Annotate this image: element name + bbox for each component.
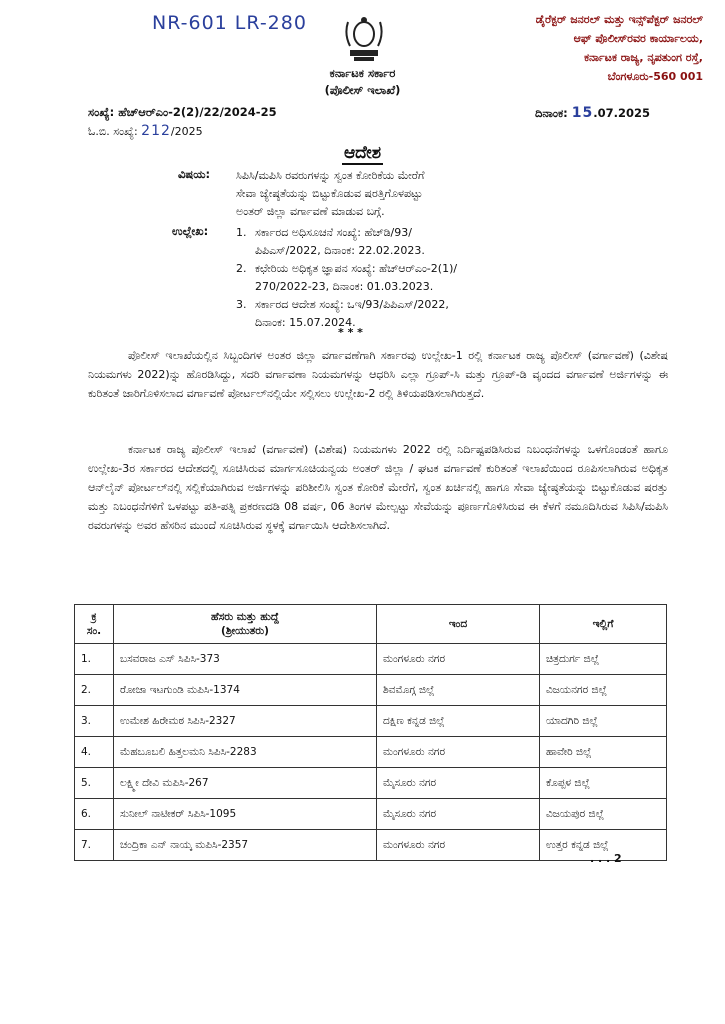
government-name: ಕರ್ನಾಟಕ ಸರ್ಕಾರ	[329, 66, 396, 80]
cell-name: ಚಂದ್ರಿಕಾ ಎನ್ ನಾಯ್ಕ ಮಪಿಸಿ-2357	[114, 830, 377, 861]
cell-from: ಶಿವಮೊಗ್ಗ ಜಿಲ್ಲೆ	[377, 675, 540, 706]
cell-to: ಹಾವೇರಿ ಜಿಲ್ಲೆ	[540, 737, 667, 768]
subject-label: ವಿಷಯ:	[178, 167, 211, 181]
address-line: ಬೆಂಗಳೂರು-560 001	[607, 70, 703, 83]
cell-from: ಮಂಗಳೂರು ನಗರ	[377, 737, 540, 768]
cell-name: ಲಕ್ಷ್ಮೀ ದೇವಿ ಮಪಿಸಿ-267	[114, 768, 377, 799]
header-text: (ಶ್ರೀಯುತರು)	[221, 625, 269, 637]
table-row	[75, 644, 667, 675]
reference-line: ದಿನಾಂಕ: 15.07.2024.	[255, 316, 356, 329]
cell-from: ದಕ್ಷಿಣ ಕನ್ನಡ ಜಿಲ್ಲೆ	[377, 706, 540, 737]
table-header-row	[75, 605, 667, 644]
cell-to: ಕೊಪ್ಪಳ ಜಿಲ್ಲೆ	[540, 768, 667, 799]
order-date	[535, 105, 650, 121]
department-name: (ಪೊಲೀಸ್ ಇಲಾಖೆ)	[324, 83, 401, 97]
table-row	[75, 706, 667, 737]
separator: * * *	[338, 326, 363, 339]
subject-line: ಅಂತರ್ ಜಿಲ್ಲಾ ವರ್ಗಾವಣೆ ಮಾಡುವ ಬಗ್ಗೆ.	[236, 205, 385, 218]
cell-from: ಮಂಗಳೂರು ನಗರ	[377, 830, 540, 861]
table-row	[75, 675, 667, 706]
cell-to: ಚಿತ್ರದುರ್ಗ ಜಿಲ್ಲೆ	[540, 644, 667, 675]
address-line: ಕರ್ನಾಟಕ ರಾಜ್ಯ, ನೃಪತುಂಗ ರಸ್ತೆ,	[584, 51, 703, 64]
order-title	[0, 143, 725, 163]
reference-line: ಪಿಪಿಎಸ್/2022, ದಿನಾಂಕ: 22.02.2023.	[255, 244, 425, 257]
date-label: ದಿನಾಂಕ:	[535, 106, 572, 120]
ob-label: ಓ.ಬಿ. ಸಂಖ್ಯೆ:	[88, 125, 142, 138]
reference-line: ಸರ್ಕಾರದ ಆದೇಶ ಸಂಖ್ಯೆ: ಒಇ/93/ಪಿಪಿಎಸ್/2022,	[255, 298, 449, 311]
reference-line: 270/2022-23, ದಿನಾಂಕ: 01.03.2023.	[255, 280, 434, 293]
table-row	[75, 768, 667, 799]
transfer-table	[74, 604, 667, 861]
cell-to: ಯಾದಗಿರಿ ಜಿಲ್ಲೆ	[540, 706, 667, 737]
cell-to: ಉತ್ತರ ಕನ್ನಡ ಜಿಲ್ಲೆ	[540, 830, 667, 861]
references-label: ಉಲ್ಲೇಖ:	[172, 224, 209, 238]
cell-serial: 5.	[75, 768, 114, 799]
table-row	[75, 799, 667, 830]
cell-serial: 7.	[75, 830, 114, 861]
handwritten-note: NR-601 LR-280	[152, 12, 307, 34]
cell-serial: 6.	[75, 799, 114, 830]
reference-item	[255, 296, 595, 332]
subject-line: ಸಿಪಿಸಿ/ಮಪಿಸಿ ರವರುಗಳನ್ನು ಸ್ವಂತ ಕೋರಿಕೆಯ ಮೇರೆಗೆ	[236, 169, 425, 182]
cell-to: ವಿಜಯನಗರ ಜಿಲ್ಲೆ	[540, 675, 667, 706]
cell-serial: 2.	[75, 675, 114, 706]
paragraph-2: ಕರ್ನಾಟಕ ರಾಜ್ಯ ಪೊಲೀಸ್ ಇಲಾಖೆ (ವರ್ಗಾವಣೆ) (ವಿಶೇಷ) ನಿಯಮಗಳು 2022 ರಲ್ಲಿ ನಿರ್ದಿಷ್ಟಪಡಿಸಿರುವ ನಿಬಂಧನೆಗಳನ್ನು ಒಳಗೊಂಡಂತೆ ಹಾಗೂ ಉಲ್ಲೇಖ-3ರ ಸರ್ಕಾರದ ಆದೇಶದಲ್ಲಿ ಸೂಚಿಸಿರುವ ಮಾರ್ಗಸೂಚಿಯನ್ವಯ ಅಂತರ್ ಜಿಲ್ಲಾ / ಘಟಕ ವರ್ಗಾವಣೆ ಕುರಿತಂತೆ ಇಲಾಖೆಯಿಂದ ರೂಪಿಸಲಾಗಿರುವ ಅಧಿಕೃತ ಆನ್‌ಲೈನ್ ಪೋರ್ಟಲ್‌ನಲ್ಲಿ ಸಲ್ಲಿಕೆಯಾಗಿರುವ ಅರ್ಜಿಗಳನ್ನು ಪರಿಶೀಲಿಸಿ ಸ್ವಂತ ಕೋರಿಕೆ ಮೇರೆಗೆ, ಸ್ವಂತ ಖರ್ಚಿನಲ್ಲಿ ಹಾಗೂ ಸೇವಾ ಜ್ಯೇಷ್ಠತೆಯನ್ನು ಬಿಟ್ಟುಕೊಡುವ ಷರತ್ತು ಮತ್ತು ನಿಬಂಧನೆಗಳಿಗೆ ಒಳಪಟ್ಟು ಪತಿ-ಪತ್ನಿ ಪ್ರಕರಣದಡಿ 08 ವರ್ಷ, 06 ತಿಂಗಳ ಮೇಲ್ಪಟ್ಟು ಸೇವೆಯನ್ನು ಪೂರ್ಣಗೊಳಿಸಿರುವ ಈ ಕೆಳಗೆ ನಮೂದಿಸಿರುವ ಸಿಪಿಸಿ/ಮಪಿಸಿ ರವರುಗಳನ್ನು ಅವರ ಹೆಸರಿನ ಮುಂದೆ ಸೂಚಿಸಿರುವ ಸ್ಥಳಕ್ಕೆ ವರ್ಗಾಯಿಸಿ ಆದೇಶಿಸಲಾಗಿದೆ.	[88, 443, 668, 532]
reference-num: 3.	[236, 298, 247, 311]
table-row	[75, 737, 667, 768]
reference-line: ಸರ್ಕಾರದ ಅಧಿಸೂಚನೆ ಸಂಖ್ಯೆ: ಹೆಚ್‌ಡಿ/93/	[255, 226, 412, 239]
paragraph-1: ಪೊಲೀಸ್ ಇಲಾಖೆಯಲ್ಲಿನ ಸಿಬ್ಬಂದಿಗಳ ಅಂತರ ಜಿಲ್ಲಾ ವರ್ಗಾವಣೆಗಾಗಿ ಸರ್ಕಾರವು ಉಲ್ಲೇಖ-1 ರಲ್ಲಿ ಕರ್ನಾಟಕ ರಾಜ್ಯ ಪೊಲೀಸ್ (ವರ್ಗಾವಣೆ) (ವಿಶೇಷ ನಿಯಮಗಳು 2022)ನ್ನು ಹೊರಡಿಸಿದ್ದು, ಸದರಿ ವರ್ಗಾವಣಾ ನಿಯಮಗಳನ್ನು ಆಧರಿಸಿ ಎಲ್ಲಾ ಗ್ರೂಪ್-ಸಿ ಮತ್ತು ಗ್ರೂಪ್-ಡಿ ವೃಂದದ ವರ್ಗಾವಣೆ ಅರ್ಜಿಗಳನ್ನು ಈ ಕುರಿತಂತೆ ಜಾರಿಗೊಳಿಸಲಾದ ವರ್ಗಾವಣೆ ಪೋರ್ಟಲ್‌ನಲ್ಲಿಯೇ ಸಲ್ಲಿಸಲು ಉಲ್ಲೇಖ-2 ರಲ್ಲಿ ತಿಳಿಯಪಡಿಸಲಾಗಿರುತ್ತದೆ.	[88, 349, 668, 400]
cell-serial: 4.	[75, 737, 114, 768]
order-number: ಸಂಖ್ಯೆ: ಹೆಚ್‌ಆರ್‌ಎಂ-2(2)/22/2024-25	[88, 105, 277, 119]
state-emblem	[342, 14, 386, 64]
ob-number	[88, 123, 203, 139]
cell-from: ಮೈಸೂರು ನಗರ	[377, 799, 540, 830]
cell-name: ರೋಜಾ ಇಟಗುಂಡಿ ಮಪಿಸಿ-1374	[114, 675, 377, 706]
cell-from: ಮೈಸೂರು ನಗರ	[377, 768, 540, 799]
cell-name: ಉಮೇಶ ಹಿರೇಮಠ ಸಿಪಿಸಿ-2327	[114, 706, 377, 737]
address-line: ಆಫ್ ಪೊಲೀಸ್‌ರವರ ಕಾರ್ಯಾಲಯ,	[573, 32, 703, 45]
header-name	[114, 605, 377, 644]
header-text: ಸಂ.	[86, 625, 102, 637]
header-from: ಇಂದ	[377, 605, 540, 644]
reference-item	[255, 224, 595, 260]
cell-name: ಸುನೀಲ್ ನಾಟೀಕರ್ ಸಿಪಿಸಿ-1095	[114, 799, 377, 830]
order-title-text: ಆದೇಶ	[343, 143, 382, 163]
cell-from: ಮಂಗಳೂರು ನಗರ	[377, 644, 540, 675]
header-to: ಇಲ್ಲಿಗೆ	[540, 605, 667, 644]
address-line: ಡೈರೆಕ್ಟರ್ ಜನರಲ್ ಮತ್ತು ಇನ್ಸ್‌ಪೆಕ್ಟರ್ ಜನರಲ್	[535, 13, 703, 26]
header-text: ಹೆಸರು ಮತ್ತು ಹುದ್ದೆ	[210, 611, 280, 623]
cell-serial: 1.	[75, 644, 114, 675]
header-serial	[75, 605, 114, 644]
reference-line: ಕಛೇರಿಯ ಅಧಿಕೃತ ಜ್ಞಾಪನ ಸಂಖ್ಯೆ: ಹೆಚ್‌ಆರ್‌ಎಂ-2(1)/	[255, 262, 458, 275]
ob-year: /2025	[170, 125, 203, 138]
reference-num: 1.	[236, 226, 247, 239]
page-continuation: . . . 2	[590, 852, 622, 865]
subject-text	[236, 167, 576, 221]
cell-name: ಬಸವರಾಜ ಎಸ್ ಸಿಪಿಸಿ-373	[114, 644, 377, 675]
header-text: ಕ್ರ	[91, 611, 97, 623]
cell-name: ಮೆಹಬೂಬಲಿ ಹಿತ್ತಲಮನಿ ಸಿಪಿಸಿ-2283	[114, 737, 377, 768]
date-rest: .07.2025	[593, 106, 650, 120]
cell-to: ವಿಜಯಪುರ ಜಿಲ್ಲೆ	[540, 799, 667, 830]
table-row	[75, 830, 667, 861]
cell-serial: 3.	[75, 706, 114, 737]
reference-item	[255, 260, 595, 296]
date-day: 15	[571, 105, 594, 121]
reference-num: 2.	[236, 262, 247, 275]
subject-line: ಸೇವಾ ಜ್ಯೇಷ್ಠತೆಯನ್ನು ಬಿಟ್ಟುಕೊಡುವ ಷರತ್ತಿಗೊಳಪಟ್ಟು	[236, 187, 423, 200]
ob-value: 212	[141, 123, 171, 139]
